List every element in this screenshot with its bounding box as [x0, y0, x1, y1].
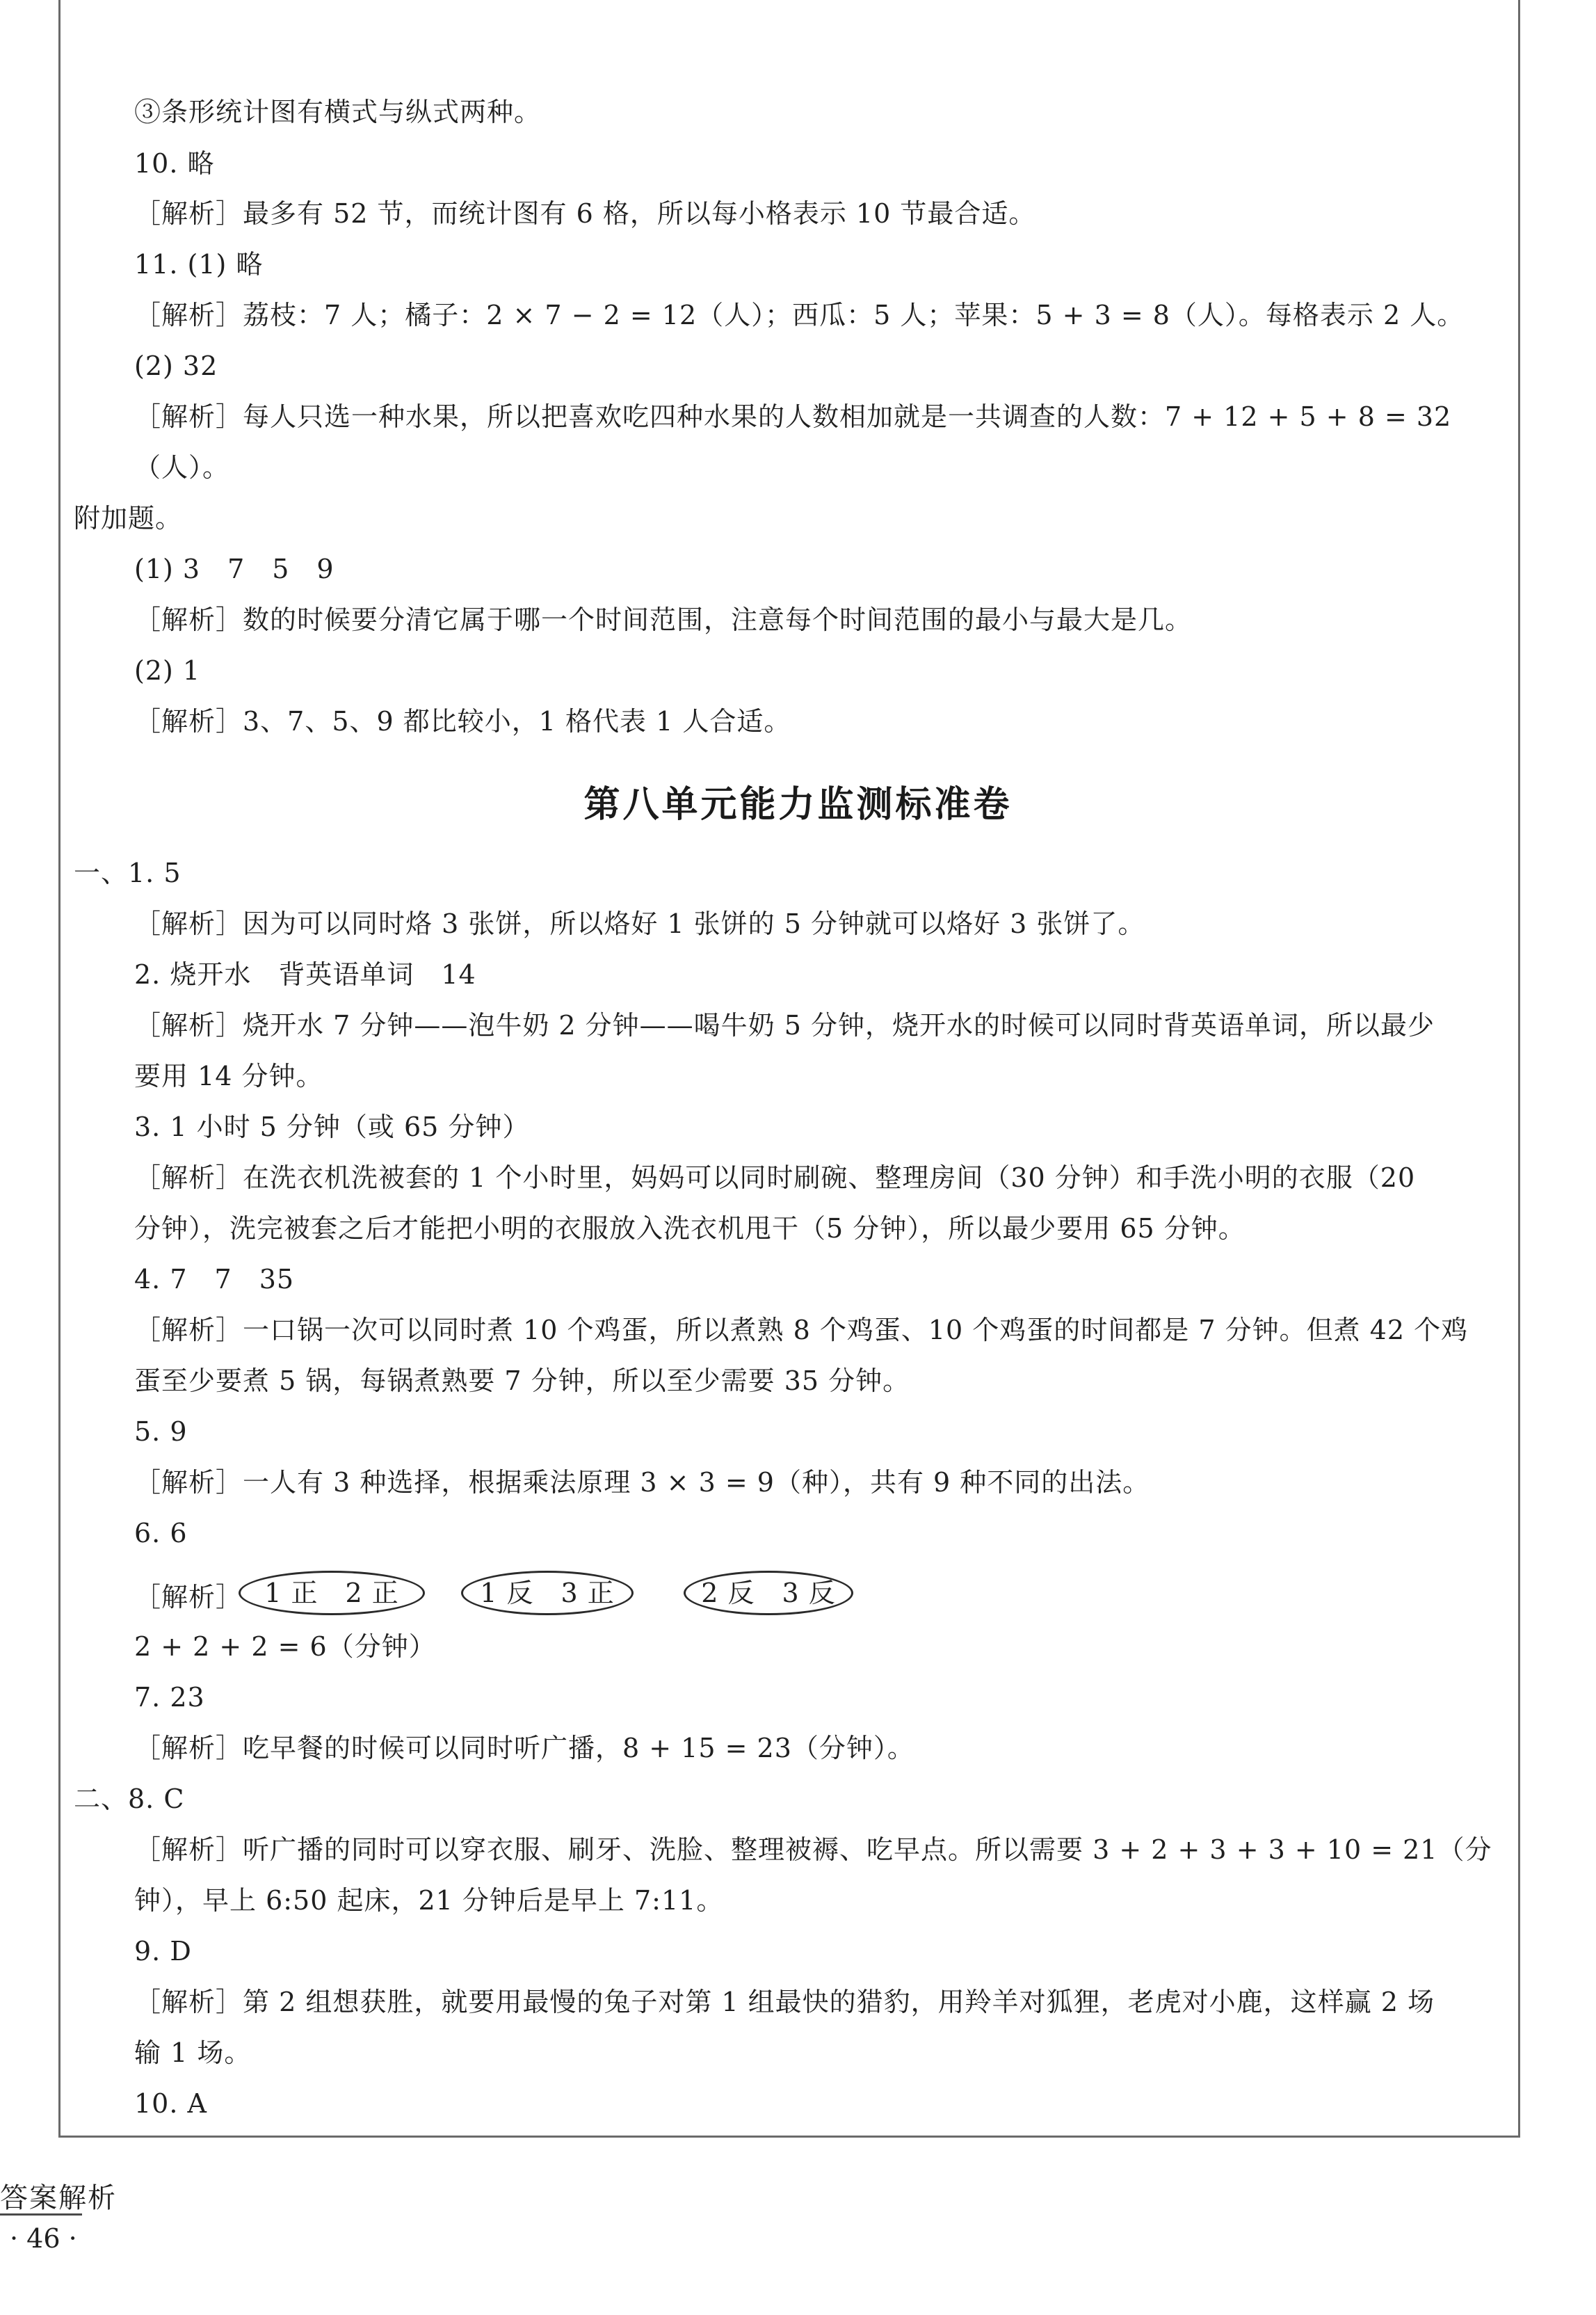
text-line: ［解析］数的时候要分清它属于哪一个时间范围，注意每个时间范围的最小与最大是几。	[134, 604, 1193, 635]
text-line: 9. D	[134, 1936, 192, 1966]
text-line: 一、1. 5	[74, 858, 182, 888]
text-line: 11. (1) 略	[134, 249, 264, 280]
text-line: 附加题。	[74, 503, 183, 534]
text-line: ［解析］因为可以同时烙 3 张饼，所以烙好 1 张饼的 5 分钟就可以烙好 3 张饼了。	[134, 908, 1145, 939]
text-line: 分钟），洗完被套之后才能把小明的衣服放入洗衣机甩干（5 分钟），所以最少要用 65 分钟。	[134, 1213, 1246, 1244]
page-number: · 46 ·	[10, 2223, 77, 2254]
text-line: ［解析］一口锅一次可以同时煮 10 个鸡蛋，所以煮熟 8 个鸡蛋、10 个鸡蛋的时间都是 7 分钟。但煮 42 个鸡	[134, 1315, 1469, 1345]
text-line: （人）。	[134, 452, 230, 483]
text-line: ［解析］第 2 组想获胜，就要用最慢的兔子对第 1 组最快的猎豹，用羚羊对狐狸，老虎对小鹿，这样赢 2 场	[134, 1987, 1435, 2017]
text-line: 二、8. C	[74, 1784, 185, 1814]
text-line: 4. 7 7 35	[134, 1264, 295, 1295]
footer-label: 答案解析	[0, 2182, 117, 2214]
text-line: ［解析］烧开水 7 分钟——泡牛奶 2 分钟——喝牛奶 5 分钟，烧开水的时候可以同时背英语单词，所以最少	[134, 1010, 1435, 1041]
text-line: ［解析］听广播的同时可以穿衣服、刷牙、洗脸、整理被褥、吃早点。所以需要 3 + 2 + 3 + 3 + 10 = 21（分	[134, 1834, 1492, 1865]
text-line: 6. 6	[134, 1518, 188, 1548]
text-line: 蛋至少要煮 5 锅，每锅煮熟要 7 分钟，所以至少需要 35 分钟。	[134, 1365, 910, 1396]
pair-oval: 2 反 3 反	[684, 1571, 853, 1615]
text-line: ［解析］3、7、5、9 都比较小，1 格代表 1 人合适。	[134, 706, 791, 737]
text-line: 3. 1 小时 5 分钟（或 65 分钟）	[134, 1112, 530, 1142]
text-line: 要用 14 分钟。	[134, 1061, 323, 1091]
footer-rule	[0, 2213, 82, 2216]
pair-oval: 1 正 2 正	[239, 1571, 425, 1615]
text-line: (2) 1	[134, 655, 201, 686]
text-line: 2. 烧开水 背英语单词 14	[134, 959, 476, 990]
text-line: ③条形统计图有横式与纵式两种。	[134, 97, 542, 127]
text-line: ［解析］荔枝：7 人；橘子：2 × 7 − 2 = 12（人）；西瓜：5 人；苹果：5 + 3 = 8（人）。每格表示 2 人。	[134, 300, 1465, 330]
analysis-tag: ［解析］	[134, 1582, 243, 1612]
text-line: 10. A	[134, 2088, 207, 2119]
text-line: 输 1 场。	[134, 2037, 252, 2068]
text-line: 7. 23	[134, 1682, 205, 1713]
text-line: ［解析］在洗衣机洗被套的 1 个小时里，妈妈可以同时刷碗、整理房间（30 分钟）和手洗小明的衣服（20	[134, 1162, 1416, 1193]
text-line: ［解析］最多有 52 节，而统计图有 6 格，所以每小格表示 10 节最合适。	[134, 198, 1036, 229]
text-line: ［解析］一人有 3 种选择，根据乘法原理 3 × 3 = 9（种），共有 9 种不同的出法。	[134, 1467, 1150, 1498]
text-line: (1) 3 7 5 9	[134, 554, 334, 584]
text-line: ［解析］吃早餐的时候可以同时听广播，8 + 15 = 23（分钟）。	[134, 1733, 914, 1763]
text-line: 5. 9	[134, 1416, 188, 1447]
pair-oval: 1 反 3 正	[461, 1571, 634, 1615]
text-line: 钟），早上 6:50 起床，21 分钟后是早上 7:11。	[134, 1885, 724, 1916]
text-line: ［解析］每人只选一种水果，所以把喜欢吃四种水果的人数相加就是一共调查的人数：7 + 12 + 5 + 8 = 32	[134, 401, 1452, 432]
text-line: (2) 32	[134, 351, 218, 381]
section-title: 第八单元能力监测标准卷	[583, 784, 1013, 826]
text-line: 10. 略	[134, 148, 215, 179]
coin-pairs-row	[134, 1571, 899, 1615]
text-line: 2 + 2 + 2 = 6（分钟）	[134, 1631, 436, 1662]
